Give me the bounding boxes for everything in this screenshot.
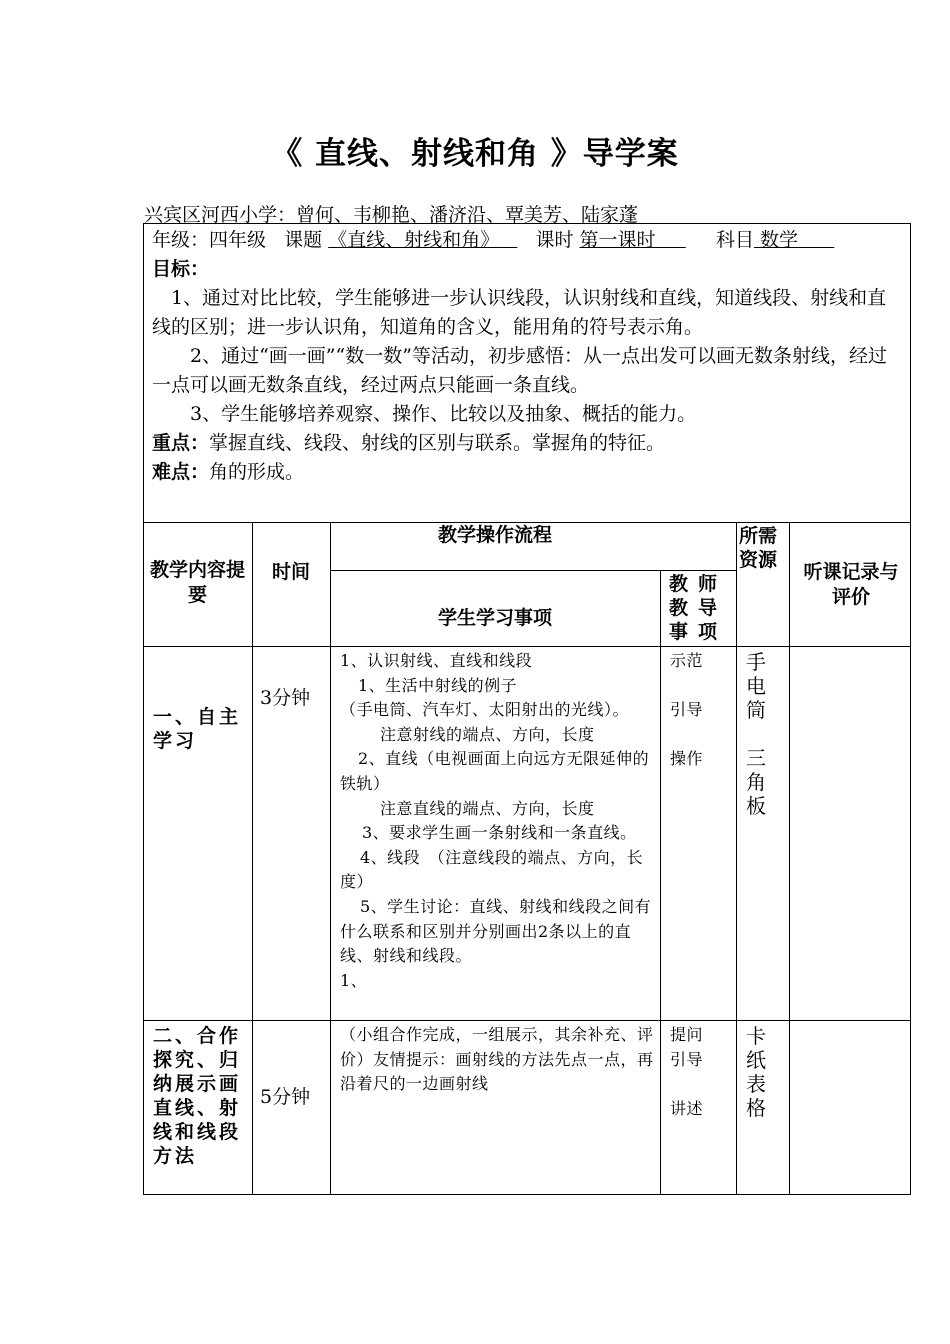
subject-value: 数学 (760, 229, 799, 251)
header-resources: 所需资源 (738, 525, 777, 571)
topic-label: 课题 (284, 229, 323, 251)
goal-2: 2、通过“画一画”“数一数”等活动，初步感悟：从一点出发可以画无数条射线，经过一点可以画无数条直线，经过两点只能画一条直线。 (152, 345, 887, 396)
period-value: 第一课时 (579, 229, 656, 251)
list-item: （小组合作完成，一组展示，其余补充、评价）友情提示：画射线的方法先点一点，再沿着尺的一边画射线 (340, 1025, 654, 1094)
header-time: 时间 (271, 561, 310, 583)
row1-resources (743, 650, 769, 818)
table-rule (736, 522, 737, 1195)
list-item: 1、生活中射线的例子 (358, 675, 518, 695)
meta-line (152, 226, 904, 255)
row2-time: 5分钟 (260, 1086, 311, 1108)
list-item: 讲述 (670, 1098, 704, 1118)
table-rule (789, 522, 790, 1195)
row1-student (340, 649, 656, 993)
row2-teacher (670, 1023, 732, 1121)
difficulty: 难点：角的形成。 (152, 461, 305, 483)
row1-time: 3分钟 (260, 687, 311, 709)
row2-resources (743, 1024, 769, 1120)
row1-content: 一、自主学习 (153, 706, 242, 752)
authors-line: 兴宾区河西小学：曾何、韦柳艳、潘济沿、覃美芳、陆家蓬 (144, 204, 639, 226)
list-item: 手电筒 (746, 650, 766, 722)
header-content: 教学内容提要 (149, 559, 245, 606)
goal-1: 1、通过对比比较，学生能够进一步认识线段，认识射线和直线，知道线段、射线和直线的区别；进一步认识角，知道角的含义，能用角的符号表示角。 (152, 287, 887, 338)
key-point: 重点：掌握直线、线段、射线的区别与联系。掌握角的特征。 (152, 432, 666, 454)
list-item: 5、学生讨论：直线、射线和线段之间有什么联系和区别并分别画出2条以上的直线、射线和线段。 (340, 896, 652, 966)
table-rule (143, 646, 911, 647)
period-label: 课时 (535, 229, 574, 251)
list-item: 3、要求学生画一条射线和一条直线。 (362, 823, 637, 843)
row2-student (340, 1023, 656, 1097)
list-item: 注意射线的端点、方向，长度 (380, 724, 595, 744)
list-item: 2、直线（电视画面上向远方无限延伸的铁轨） (340, 749, 650, 793)
list-item: 1、 (340, 970, 368, 990)
list-item: 三角板 (746, 746, 766, 818)
header-notes: 听课记录与评价 (803, 561, 899, 608)
header-flow: 教学操作流程 (437, 524, 552, 546)
row2-content: 二、合作探究、归纳展示画直线、射线和线段方法 (153, 1025, 242, 1167)
list-item: 提问 (670, 1025, 704, 1044)
topic-value: 《直线、射线和角》 (328, 229, 500, 251)
table-rule (252, 522, 253, 1195)
lesson-info (152, 226, 904, 487)
list-item: 卡纸表格 (746, 1024, 766, 1120)
table-rule (330, 570, 736, 571)
list-item: 4、线段 （注意线段的端点、方向，长度） (340, 847, 644, 892)
subject-label: 科目 (715, 229, 754, 251)
list-item: 引导 (670, 700, 704, 720)
list-item: 引导 (670, 1049, 704, 1069)
list-item: 操作 (670, 749, 704, 769)
row1-teacher (670, 649, 732, 772)
document-title: 《 直线、射线和角 》导学案 (271, 136, 679, 172)
list-item: （手电筒、汽车灯、太阳射出的光线）。 (340, 700, 630, 720)
header-teacher: 教师教导事项 (668, 573, 727, 643)
list-item: 示范 (670, 651, 704, 670)
table-rule (143, 1020, 911, 1021)
grade: 年级：四年级 (152, 229, 267, 251)
header-student: 学生学习事项 (437, 607, 552, 629)
goals-label: 目标： (152, 258, 210, 280)
table-rule (660, 570, 661, 1195)
goal-3: 3、学生能够培养观察、操作、比较以及抽象、概括的能力。 (190, 403, 697, 425)
list-item: 1、认识射线、直线和线段 (340, 651, 533, 670)
list-item: 注意直线的端点、方向，长度 (380, 798, 595, 818)
